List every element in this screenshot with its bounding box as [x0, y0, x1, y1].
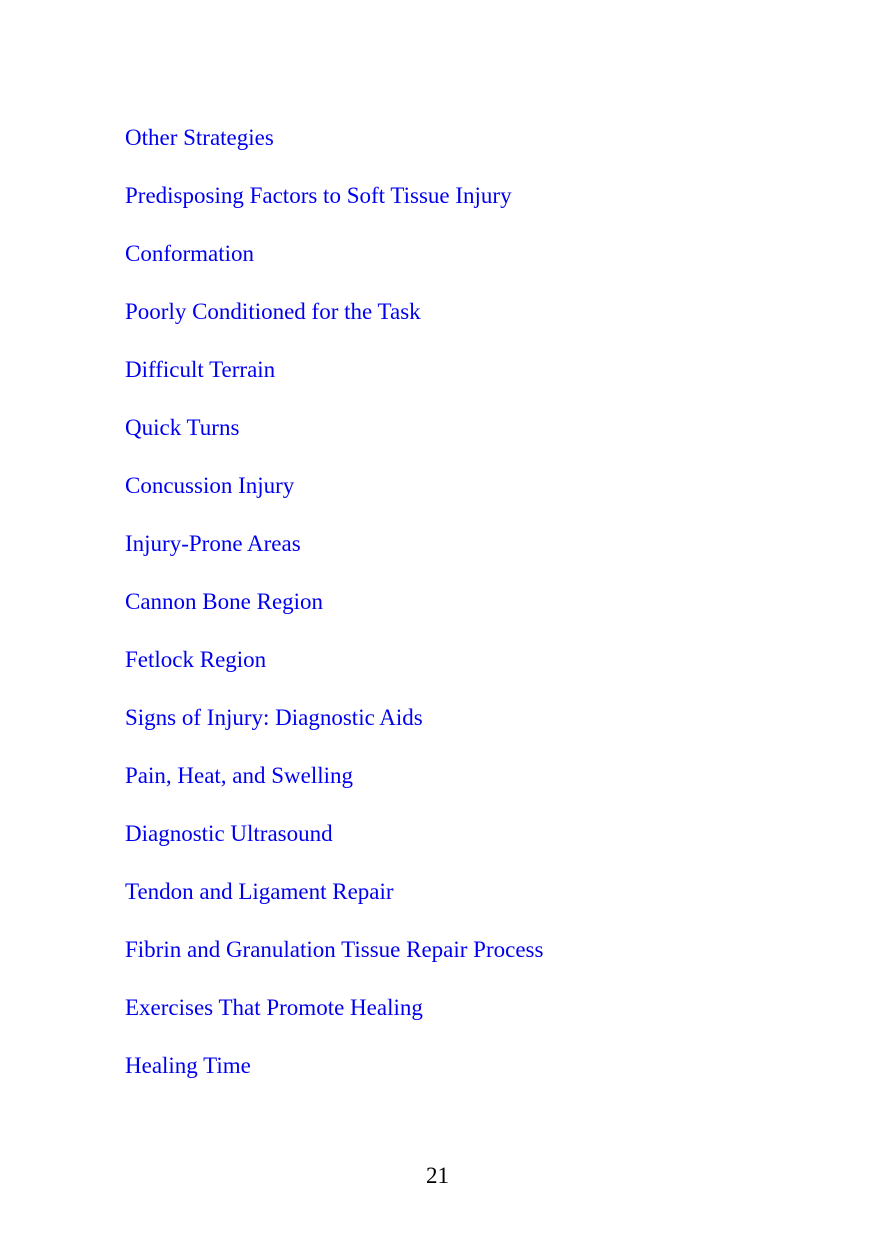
- toc-link-poorly-conditioned[interactable]: Poorly Conditioned for the Task: [125, 299, 421, 324]
- toc-link-signs-of-injury[interactable]: Signs of Injury: Diagnostic Aids: [125, 705, 423, 730]
- toc-link-conformation[interactable]: Conformation: [125, 241, 255, 266]
- table-of-contents: [125, 123, 543, 1109]
- toc-link-predisposing-factors[interactable]: Predisposing Factors to Soft Tissue Injury: [125, 183, 512, 208]
- toc-link-injury-prone-areas[interactable]: Injury-Prone Areas: [125, 531, 301, 556]
- toc-link-cannon-bone-region[interactable]: Cannon Bone Region: [125, 589, 324, 614]
- toc-link-fetlock-region[interactable]: Fetlock Region: [125, 647, 267, 672]
- toc-link-difficult-terrain[interactable]: Difficult Terrain: [125, 357, 276, 382]
- toc-link-pain-heat-swelling[interactable]: Pain, Heat, and Swelling: [125, 763, 354, 788]
- page-number: 21: [426, 1163, 449, 1188]
- toc-link-fibrin-granulation[interactable]: Fibrin and Granulation Tissue Repair Process: [125, 937, 544, 962]
- toc-link-concussion-injury[interactable]: Concussion Injury: [125, 473, 295, 498]
- toc-link-exercises-healing[interactable]: Exercises That Promote Healing: [125, 995, 423, 1020]
- toc-link-diagnostic-ultrasound[interactable]: Diagnostic Ultrasound: [125, 821, 333, 846]
- toc-link-healing-time[interactable]: Healing Time: [125, 1053, 251, 1078]
- toc-link-tendon-ligament-repair[interactable]: Tendon and Ligament Repair: [125, 879, 394, 904]
- toc-link-quick-turns[interactable]: Quick Turns: [125, 415, 240, 440]
- toc-link-other-strategies[interactable]: Other Strategies: [125, 125, 274, 150]
